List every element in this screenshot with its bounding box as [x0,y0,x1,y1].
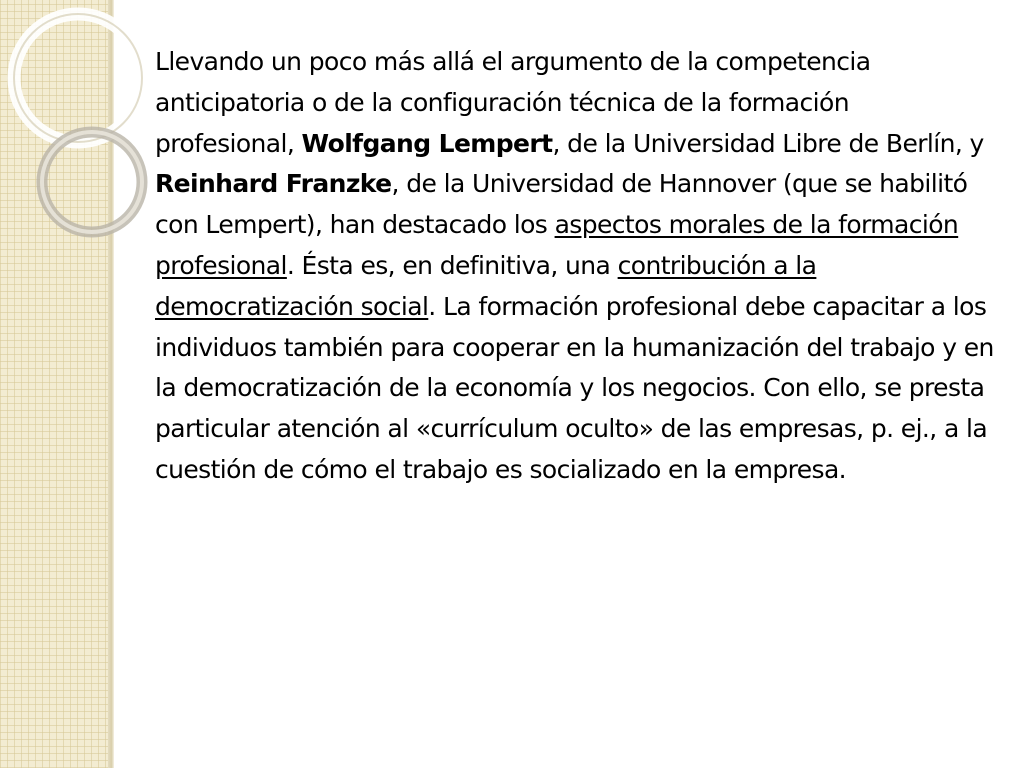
text-segment: Llevando un poco más allá el argumento de la competencia anticipatoria o de la configuración técnica de la formación profesional, [155,47,871,158]
author-name-lempert: Wolfgang Lempert [301,128,553,158]
text-segment: , de la Universidad de Hannover (que se habilitó con Lempert), han destacado los [155,169,968,240]
decorative-ring-outer-shade [14,14,142,142]
text-segment: , de la Universidad Libre de Berlín, y [552,128,984,158]
text-segment: . La formación profesional debe capacitar a los individuos también para cooperar en la humanización del trabajo y en la democratización de la economía y los negocios. Con ello, se presta particular atención al «currículum oculto» de las empresas, p. ej., a la cuestión de cómo el trabajo es socializado en la empresa. [155,291,994,484]
author-name-franzke: Reinhard Franzke [155,169,392,199]
body-paragraph [155,42,995,491]
underlined-phrase-democratization: contribución a la democratización social [155,250,817,321]
text-segment: . Ésta es, en definitiva, una [286,250,618,280]
underlined-phrase-moral-aspects: aspectos morales de la formación profesional [155,210,959,280]
decorative-rings [0,0,150,260]
